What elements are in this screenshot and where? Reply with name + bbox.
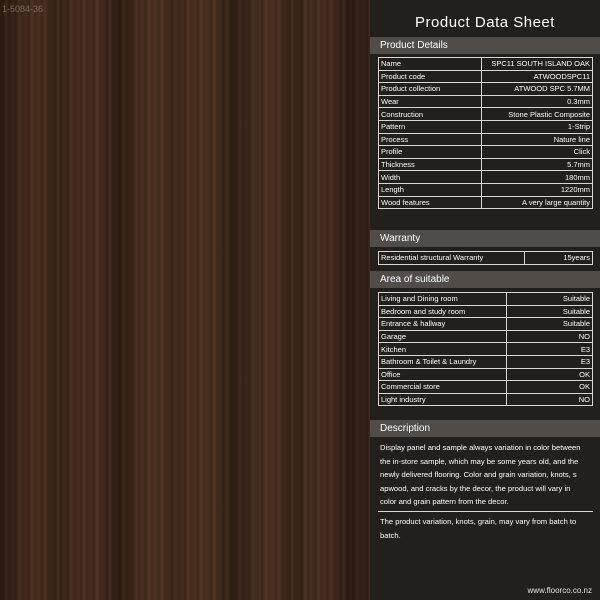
row-label: Name	[379, 58, 482, 71]
table-row	[379, 343, 593, 356]
table-row	[379, 305, 593, 318]
row-value: 1-Strip	[481, 120, 592, 133]
row-value: SPC11 SOUTH ISLAND OAK	[481, 58, 592, 71]
row-value: ATWOOD SPC 5.7MM	[481, 83, 592, 96]
product-details-table	[378, 57, 593, 209]
row-value: ATWOODSPC11	[481, 70, 592, 83]
row-value: Stone Plastic Composite	[481, 108, 592, 121]
table-row	[379, 158, 593, 171]
description-text: Display panel and sample always variation in color between the in-store sample, which may be some years old, and the newly delivered flooring. Color and grain variation, knots, s apwood, and cracks by the decor, the product will vary in color and grain pattern from the decor.	[380, 443, 581, 507]
table-row	[379, 183, 593, 196]
area-of-suitable-heading: Area of suitable	[370, 271, 600, 288]
row-label: Width	[379, 171, 482, 184]
table-row	[379, 318, 593, 331]
description-heading: Description	[370, 420, 600, 437]
table-row	[379, 293, 593, 306]
row-label: Office	[379, 368, 507, 381]
table-row	[379, 120, 593, 133]
table-row	[379, 330, 593, 343]
data-sheet-panel	[370, 0, 600, 600]
table-row	[379, 83, 593, 96]
row-value: A very large quantity	[481, 196, 592, 209]
page-title: Product Data Sheet	[415, 14, 555, 31]
row-value: NO	[507, 393, 593, 406]
table-row	[379, 70, 593, 83]
batch-variation-note: The product variation, knots, grain, may vary from batch to batch.	[380, 517, 577, 540]
row-value: Suitable	[507, 305, 593, 318]
table-row	[379, 381, 593, 394]
row-label: Process	[379, 133, 482, 146]
sample-code-label: 1-5084-36	[2, 4, 44, 14]
table-row	[379, 252, 593, 265]
row-label: Bathroom & Toilet & Laundry	[379, 355, 507, 368]
warranty-table	[378, 251, 593, 265]
row-label: Kitchen	[379, 343, 507, 356]
row-label: Bedroom and study room	[379, 305, 507, 318]
row-value: Suitable	[507, 293, 593, 306]
row-label: Light industry	[379, 393, 507, 406]
row-value: 1220mm	[481, 183, 592, 196]
row-value: OK	[507, 368, 593, 381]
product-details-heading: Product Details	[370, 37, 600, 54]
row-label: Product code	[379, 70, 482, 83]
row-value: 0.3mm	[481, 95, 592, 108]
row-value: E3	[507, 355, 593, 368]
row-label: Living and Dining room	[379, 293, 507, 306]
row-label: Wear	[379, 95, 482, 108]
area-of-suitable-table	[378, 292, 593, 406]
row-label: Commercial store	[379, 381, 507, 394]
row-value: E3	[507, 343, 593, 356]
table-row	[379, 355, 593, 368]
row-label: Length	[379, 183, 482, 196]
row-label: Residential structural Warranty	[379, 252, 525, 265]
row-value: OK	[507, 381, 593, 394]
row-value: Suitable	[507, 318, 593, 331]
row-value: Click	[481, 146, 592, 159]
row-value: NO	[507, 330, 593, 343]
row-label: Pattern	[379, 120, 482, 133]
table-row	[379, 108, 593, 121]
row-label: Product collection	[379, 83, 482, 96]
table-row	[379, 58, 593, 71]
table-row	[379, 196, 593, 209]
row-value: 15years	[524, 252, 592, 265]
row-value: 5.7mm	[481, 158, 592, 171]
table-row	[379, 393, 593, 406]
table-row	[379, 133, 593, 146]
row-label: Thickness	[379, 158, 482, 171]
website-link[interactable]: www.floorco.co.nz	[527, 586, 592, 595]
row-label: Entrance & hallway	[379, 318, 507, 331]
row-label: Garage	[379, 330, 507, 343]
row-value: 180mm	[481, 171, 592, 184]
row-label: Construction	[379, 108, 482, 121]
row-value: Nature line	[481, 133, 592, 146]
warranty-heading: Warranty	[370, 230, 600, 247]
table-row	[379, 368, 593, 381]
row-label: Profile	[379, 146, 482, 159]
table-row	[379, 146, 593, 159]
divider	[378, 511, 593, 512]
table-row	[379, 171, 593, 184]
table-row	[379, 95, 593, 108]
row-label: Wood features	[379, 196, 482, 209]
